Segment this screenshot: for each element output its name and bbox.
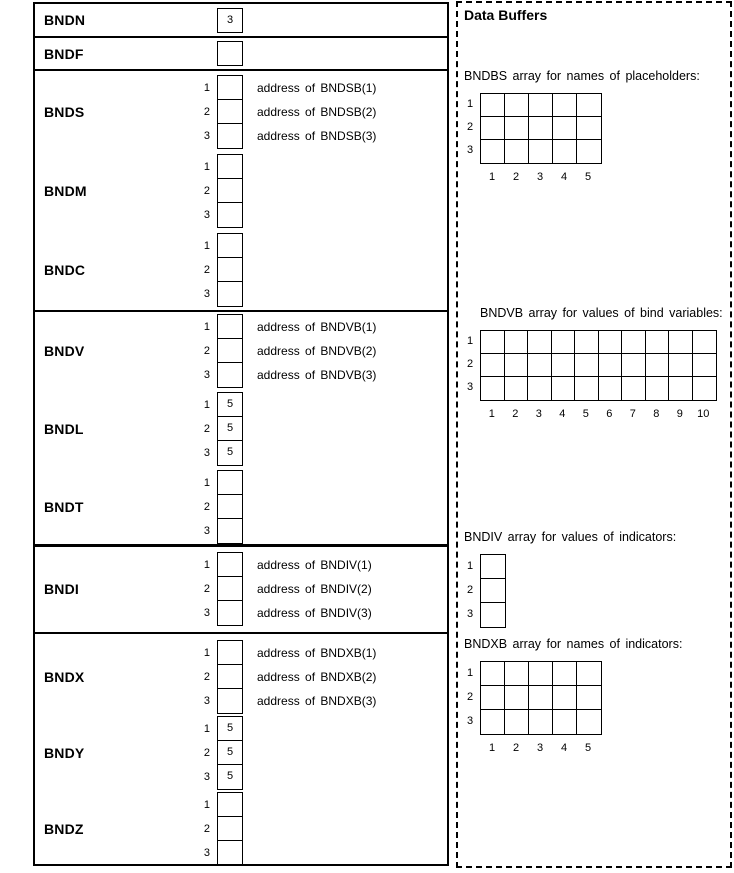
address-label: address of BNDSB(3)	[257, 129, 377, 143]
group-bndi	[35, 552, 447, 626]
address-label: address of BNDXB(1)	[257, 646, 377, 660]
bndi-label: BNDI	[44, 581, 80, 597]
buffer-cell	[529, 117, 553, 140]
bndm-indices	[184, 155, 217, 227]
address-label: address of BNDXB(2)	[257, 670, 377, 684]
cell-index: 2	[203, 106, 210, 118]
buffer-cell	[481, 354, 505, 377]
address-label: address of BNDIV(1)	[257, 558, 372, 572]
buffer-cell	[577, 117, 601, 140]
value-cell	[218, 100, 242, 124]
bndm-cells	[217, 154, 243, 228]
cell-index: 1	[203, 321, 210, 333]
buffer-cell	[505, 94, 529, 117]
buffer-cell	[481, 579, 505, 603]
bndi-cells	[217, 552, 243, 626]
bndvb-buffer	[464, 306, 723, 420]
buffer-cell	[693, 331, 717, 354]
address-label: address of BNDVB(2)	[257, 344, 377, 358]
bndv-label: BNDV	[44, 343, 85, 359]
buffer-cell	[481, 603, 505, 627]
buffer-cell	[505, 331, 529, 354]
col-label: 7	[629, 408, 636, 420]
col-label: 3	[536, 171, 544, 183]
value-cell	[218, 315, 242, 339]
buffer-cell	[553, 662, 577, 686]
bndvb-caption: BNDVB array for values of bind variables:	[480, 306, 723, 320]
buffer-cell	[599, 354, 623, 377]
buffer-cell	[693, 354, 717, 377]
bndv-cells	[217, 314, 243, 388]
buffer-cell	[646, 377, 670, 400]
bndz-cells	[217, 792, 243, 866]
col-label: 9	[676, 408, 683, 420]
value-cell	[218, 601, 242, 625]
buffer-cell	[529, 140, 553, 163]
bndn-value-cell: 3	[217, 8, 243, 33]
value-cell	[218, 124, 242, 148]
buffer-cell	[481, 94, 505, 117]
value-cell: 5	[218, 393, 242, 417]
bndz-indices	[184, 793, 217, 865]
bndxb-buffer	[464, 637, 682, 754]
bndl-indices	[184, 393, 217, 465]
data-buffers-title: Data Buffers	[464, 7, 548, 23]
col-label: 3	[535, 408, 542, 420]
col-label: 5	[584, 742, 592, 754]
bndt-cells	[217, 470, 243, 544]
bndl-cells	[217, 392, 243, 466]
cell-index: 1	[203, 559, 210, 571]
cell-index: 2	[203, 501, 210, 513]
cell-index: 2	[203, 185, 210, 197]
bndi-indices	[184, 553, 217, 625]
cell-index: 1	[203, 240, 210, 252]
col-label: 2	[512, 742, 520, 754]
value-cell: 5	[218, 717, 242, 741]
buffer-cell	[646, 331, 670, 354]
value-cell	[218, 793, 242, 817]
value-cell: 5	[226, 770, 234, 782]
buffer-cell	[693, 377, 717, 400]
buffer-cell	[505, 117, 529, 140]
buffer-cell	[553, 140, 577, 163]
buffer-cell	[646, 354, 670, 377]
cell-index: 1	[203, 399, 210, 411]
buffer-cell	[553, 710, 577, 734]
bndxb-row-labels	[464, 661, 480, 735]
bndm-label: BNDM	[44, 183, 87, 199]
bndx-addresses	[243, 641, 376, 713]
row-label: 3	[467, 608, 474, 620]
buffer-cell	[481, 710, 505, 734]
buffer-cell	[669, 377, 693, 400]
col-label: 5	[584, 171, 592, 183]
row-label: 2	[467, 691, 474, 703]
value-cell	[218, 577, 242, 601]
bndy-label: BNDY	[44, 745, 85, 761]
bndf-row	[35, 38, 447, 69]
cell-index: 1	[203, 723, 210, 735]
buffer-cell	[481, 686, 505, 710]
bndc-label: BNDC	[44, 262, 86, 278]
row-label: 1	[467, 335, 474, 347]
buffer-cell	[528, 377, 552, 400]
buffer-cell	[481, 555, 505, 579]
value-cell	[218, 553, 242, 577]
cell-index: 3	[203, 847, 210, 859]
bnds-addresses	[243, 76, 376, 148]
buffer-cell	[622, 377, 646, 400]
col-label: 1	[488, 171, 496, 183]
bndxb-caption: BNDXB array for names of indicators:	[464, 637, 683, 651]
cell-index: 2	[203, 264, 210, 276]
group-bndm	[35, 154, 447, 228]
cell-index: 2	[203, 345, 210, 357]
cell-index: 2	[203, 747, 210, 759]
cell-index: 1	[203, 477, 210, 489]
buffer-cell	[577, 686, 601, 710]
cell-index: 1	[203, 647, 210, 659]
buffer-cell	[529, 662, 553, 686]
buffer-cell	[553, 117, 577, 140]
buffer-cell	[528, 354, 552, 377]
cell-index: 2	[203, 671, 210, 683]
row-label: 2	[467, 584, 474, 596]
row-label: 1	[467, 98, 474, 110]
bndf-value-cell	[217, 41, 243, 66]
col-label: 4	[560, 742, 568, 754]
cell-index: 3	[203, 447, 210, 459]
bnds-indices	[184, 76, 217, 148]
bnds-cells	[217, 75, 243, 149]
row-label: 3	[467, 381, 474, 393]
bndx-cells	[217, 640, 243, 714]
bndt-indices	[184, 471, 217, 543]
buffer-cell	[505, 354, 529, 377]
col-label: 1	[488, 742, 496, 754]
value-cell	[218, 817, 242, 841]
bndbs-col-labels	[480, 171, 700, 183]
value-cell	[218, 665, 242, 689]
bndy-cells	[217, 716, 243, 790]
bndx-bndy-bndz-section	[35, 632, 447, 864]
value-cell	[218, 203, 242, 227]
bndxb-grid	[480, 661, 602, 735]
cell-index: 3	[203, 369, 210, 381]
buffer-cell	[622, 354, 646, 377]
value-cell	[218, 471, 242, 495]
bnds-bndm-bndc-section	[35, 69, 447, 310]
buffer-cell	[599, 377, 623, 400]
value-cell	[218, 641, 242, 665]
value-cell	[218, 689, 242, 713]
buffer-cell	[669, 331, 693, 354]
value-cell	[218, 234, 242, 258]
value-cell	[218, 519, 242, 543]
buffer-cell	[553, 686, 577, 710]
address-label: address of BNDXB(3)	[257, 694, 377, 708]
group-bndl	[35, 392, 447, 466]
value-cell	[218, 179, 242, 203]
bndz-label: BNDZ	[44, 821, 84, 837]
buffer-cell	[577, 140, 601, 163]
col-label: 2	[512, 171, 520, 183]
bndx-label: BNDX	[44, 669, 85, 685]
bndiv-buffer	[464, 530, 676, 628]
value-cell: 5	[218, 741, 242, 765]
value-cell: 5	[226, 446, 234, 458]
col-label: 4	[559, 408, 566, 420]
group-bnds	[35, 75, 447, 149]
cell-index: 3	[203, 130, 210, 142]
bndiv-caption: BNDIV array for values of indicators:	[464, 530, 677, 544]
value-cell	[218, 339, 242, 363]
bndn-row	[35, 4, 447, 36]
value-cell	[218, 258, 242, 282]
buffer-cell	[575, 331, 599, 354]
buffer-cell	[577, 710, 601, 734]
buffer-cell	[481, 377, 505, 400]
value-cell	[218, 282, 242, 306]
data-buffers-panel	[456, 1, 732, 868]
cell-index: 2	[203, 583, 210, 595]
row-label: 3	[467, 715, 474, 727]
bnds-label: BNDS	[44, 104, 85, 120]
row-label: 1	[467, 560, 474, 572]
bndbs-caption: BNDBS array for names of placeholders:	[464, 69, 700, 83]
bndbs-buffer	[464, 69, 700, 183]
bndiv-row-labels	[464, 554, 480, 628]
bndc-indices	[184, 234, 217, 306]
cell-index: 3	[203, 771, 210, 783]
cell-index: 3	[203, 288, 210, 300]
bndl-label: BNDL	[44, 421, 84, 437]
buffer-cell	[552, 354, 576, 377]
address-label: address of BNDIV(3)	[257, 606, 372, 620]
buffer-cell	[529, 710, 553, 734]
cell-index: 3	[203, 209, 210, 221]
group-bndy	[35, 716, 447, 790]
row-label: 2	[467, 358, 474, 370]
address-label: address of BNDVB(1)	[257, 320, 377, 334]
row-label: 3	[467, 144, 474, 156]
bndf-section	[35, 36, 447, 69]
bndn-label: BNDN	[44, 12, 86, 28]
bndi-section	[35, 544, 447, 632]
bndiv-grid	[480, 554, 506, 628]
cell-index: 2	[203, 423, 210, 435]
buffer-cell	[505, 710, 529, 734]
group-bndc	[35, 233, 447, 307]
cell-index: 1	[203, 799, 210, 811]
value-cell: 5	[218, 417, 242, 441]
cell-index: 3	[203, 525, 210, 537]
value-cell	[218, 363, 242, 387]
bndi-addresses	[243, 553, 372, 625]
row-label: 1	[467, 667, 474, 679]
value-cell	[218, 841, 242, 865]
bndx-indices	[184, 641, 217, 713]
address-label: address of BNDIV(2)	[257, 582, 372, 596]
bndv-bndl-bndt-section	[35, 310, 447, 544]
bndxb-col-labels	[480, 742, 682, 754]
buffer-cell	[529, 686, 553, 710]
buffer-cell	[552, 377, 576, 400]
group-bndx	[35, 640, 447, 714]
bndvb-col-labels	[480, 408, 723, 420]
bndn-section	[35, 4, 447, 36]
buffer-cell	[622, 331, 646, 354]
value-cell	[218, 495, 242, 519]
bndv-indices	[184, 315, 217, 387]
cell-index: 2	[203, 823, 210, 835]
bndf-label: BNDF	[44, 45, 84, 62]
group-bndt	[35, 470, 447, 544]
value-cell	[218, 155, 242, 179]
buffer-cell	[577, 94, 601, 117]
address-label: address of BNDSB(2)	[257, 105, 377, 119]
col-label: 8	[653, 408, 660, 420]
cell-index: 3	[203, 695, 210, 707]
bndbs-grid	[480, 93, 602, 164]
buffer-cell	[575, 354, 599, 377]
buffer-cell	[529, 94, 553, 117]
bndvb-row-labels	[464, 330, 480, 401]
buffer-cell	[552, 331, 576, 354]
col-label: 5	[582, 408, 589, 420]
address-label: address of BNDVB(3)	[257, 368, 377, 382]
buffer-cell	[505, 377, 529, 400]
buffer-cell	[599, 331, 623, 354]
address-label: address of BNDSB(1)	[257, 81, 377, 95]
bndv-addresses	[243, 315, 376, 387]
buffer-cell	[481, 331, 505, 354]
col-label: 3	[536, 742, 544, 754]
buffer-cell	[505, 662, 529, 686]
buffer-cell	[505, 686, 529, 710]
cell-index: 3	[203, 607, 210, 619]
buffer-cell	[505, 140, 529, 163]
buffer-cell	[481, 117, 505, 140]
row-label: 2	[467, 121, 474, 133]
buffer-cell	[481, 140, 505, 163]
col-label: 10	[697, 408, 710, 420]
buffer-cell	[575, 377, 599, 400]
group-bndz	[35, 792, 447, 866]
buffer-cell	[577, 662, 601, 686]
col-label: 2	[512, 408, 519, 420]
buffer-cell	[481, 662, 505, 686]
bndc-cells	[217, 233, 243, 307]
bndt-label: BNDT	[44, 499, 84, 515]
buffer-cell	[528, 331, 552, 354]
cell-index: 1	[203, 82, 210, 94]
col-label: 1	[488, 408, 495, 420]
col-label: 6	[606, 408, 613, 420]
value-cell	[218, 76, 242, 100]
col-label: 4	[560, 171, 568, 183]
bndbs-row-labels	[464, 93, 480, 164]
bndvb-grid	[480, 330, 717, 401]
bndy-indices	[184, 717, 217, 789]
group-bndv	[35, 314, 447, 388]
buffer-cell	[553, 94, 577, 117]
cell-index: 1	[203, 161, 210, 173]
buffer-cell	[669, 354, 693, 377]
bind-arrays-panel	[33, 2, 449, 866]
